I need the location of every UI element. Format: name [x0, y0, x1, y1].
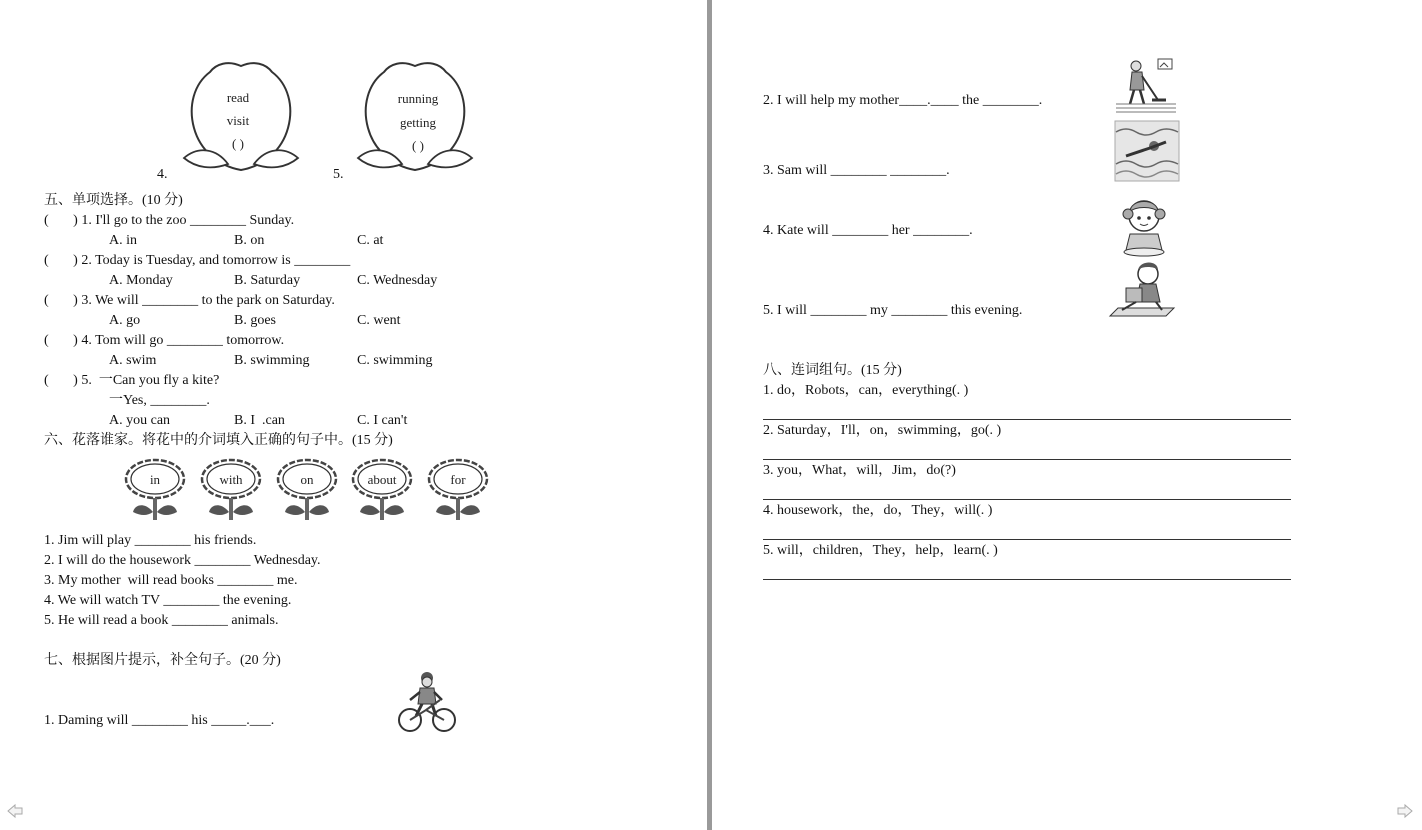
q3-stem: ( ) 3. We will ________ to the park on Saturday. — [44, 293, 335, 308]
q4-option-a: A. swim — [109, 353, 157, 368]
s8-answer-line-2 — [763, 459, 1291, 460]
section-8-title: 八、连词组句。(15 分) — [763, 363, 902, 378]
flower-for-label: for — [450, 472, 466, 487]
s8-item-4: 4. housework，the，do，They，will(. ) — [763, 503, 993, 518]
s6-sentence-1: 1. Jim will play ________ his friends. — [44, 533, 257, 548]
q1-option-a: A. in — [109, 233, 137, 248]
flower-on-label: on — [300, 472, 314, 487]
section-6-title: 六、花落谁家。将花中的介词填入正确的句子中。(15 分) — [44, 433, 393, 448]
peach-5-illustration — [350, 58, 480, 176]
q1-option-c: C. at — [357, 233, 384, 248]
swimming-picture — [1114, 120, 1180, 182]
s8-item-3: 3. you，What，will，Jim，do(?) — [763, 463, 956, 478]
s8-answer-line-4 — [763, 539, 1291, 540]
flower-with-label: with — [219, 472, 243, 487]
s8-item-2: 2. Saturday，I'll，on，swimming，go(. ) — [763, 423, 1002, 438]
s7-item-1: 1. Daming will ________ his _____.___. — [44, 713, 275, 728]
peach-4-word-1: read — [226, 90, 250, 105]
s6-sentence-4: 4. We will watch TV ________ the evening. — [44, 593, 292, 608]
s8-item-5: 5. will，children，They，help，learn(. ) — [763, 543, 998, 558]
q1-stem: ( ) 1. I'll go to the zoo ________ Sunday. — [44, 213, 295, 228]
peach-5-number: 5. — [333, 167, 344, 182]
flower-about — [353, 460, 411, 520]
s7-item-5: 5. I will ________ my ________ this evening. — [763, 303, 1023, 318]
q3-option-c: C. went — [357, 313, 401, 328]
next-page-arrow-icon[interactable] — [1396, 803, 1414, 819]
flower-about-label: about — [367, 472, 397, 487]
s8-answer-line-3 — [763, 499, 1291, 500]
peach-4-number: 4. — [157, 167, 168, 182]
flower-for — [429, 460, 487, 520]
q5-stem: ( ) 5. 一Can you fly a kite? — [44, 373, 220, 388]
section-5-title: 五、单项选择。(10 分) — [44, 193, 183, 208]
q2-option-a: A. Monday — [109, 273, 173, 288]
mopping-floor-picture — [1114, 56, 1178, 116]
peach-5-word-1: running — [397, 91, 439, 106]
flower-in — [126, 460, 184, 520]
peach-5-word-2: getting — [399, 115, 437, 130]
s8-item-1: 1. do，Robots，can，everything(. ) — [763, 383, 969, 398]
flower-row — [120, 456, 500, 522]
flower-in-label: in — [149, 472, 161, 487]
peach-4-illustration — [176, 58, 306, 176]
q5-answer-line: 一Yes, ________. — [109, 393, 210, 408]
s6-sentence-2: 2. I will do the housework ________ Wednesday. — [44, 553, 321, 568]
q3-option-b: B. goes — [234, 313, 276, 328]
flower-on — [278, 460, 336, 520]
q4-stem: ( ) 4. Tom will go ________ tomorrow. — [44, 333, 285, 348]
s7-item-3: 3. Sam will ________ ________. — [763, 163, 950, 178]
s7-item-2: 2. I will help my mother____.____ the ________. — [763, 93, 1043, 108]
s6-sentence-3: 3. My mother will read books ________ me. — [44, 573, 298, 588]
s6-sentence-5: 5. He will read a book ________ animals. — [44, 613, 279, 628]
q5-option-a: A. you can — [109, 413, 171, 428]
q1-option-b: B. on — [234, 233, 265, 248]
s8-answer-line-1 — [763, 419, 1291, 420]
q5-option-b: B. I .can — [234, 413, 285, 428]
girl-washing-picture — [1114, 194, 1174, 258]
q4-option-b: B. swimming — [234, 353, 310, 368]
peach-4-word-2: visit — [226, 113, 250, 128]
q2-stem: ( ) 2. Today is Tuesday, and tomorrow is ________ — [44, 253, 351, 268]
q4-option-c: C. swimming — [357, 353, 433, 368]
q2-option-c: C. Wednesday — [357, 273, 438, 288]
prev-page-arrow-icon[interactable] — [6, 803, 24, 819]
flower-with — [202, 460, 260, 520]
peach-5-answer-blank: ( ) — [412, 138, 424, 153]
q2-option-b: B. Saturday — [234, 273, 301, 288]
page-divider — [707, 0, 712, 830]
s8-answer-line-5 — [763, 579, 1291, 580]
boy-on-bike-picture — [396, 670, 458, 734]
s7-item-4: 4. Kate will ________ her ________. — [763, 223, 973, 238]
girl-reading-picture — [1106, 258, 1178, 324]
q3-option-a: A. go — [109, 313, 141, 328]
peach-4-answer-blank: ( ) — [232, 136, 244, 151]
q5-option-c: C. I can't — [357, 413, 408, 428]
section-7-title: 七、根据图片提示，补全句子。(20 分) — [44, 653, 281, 668]
